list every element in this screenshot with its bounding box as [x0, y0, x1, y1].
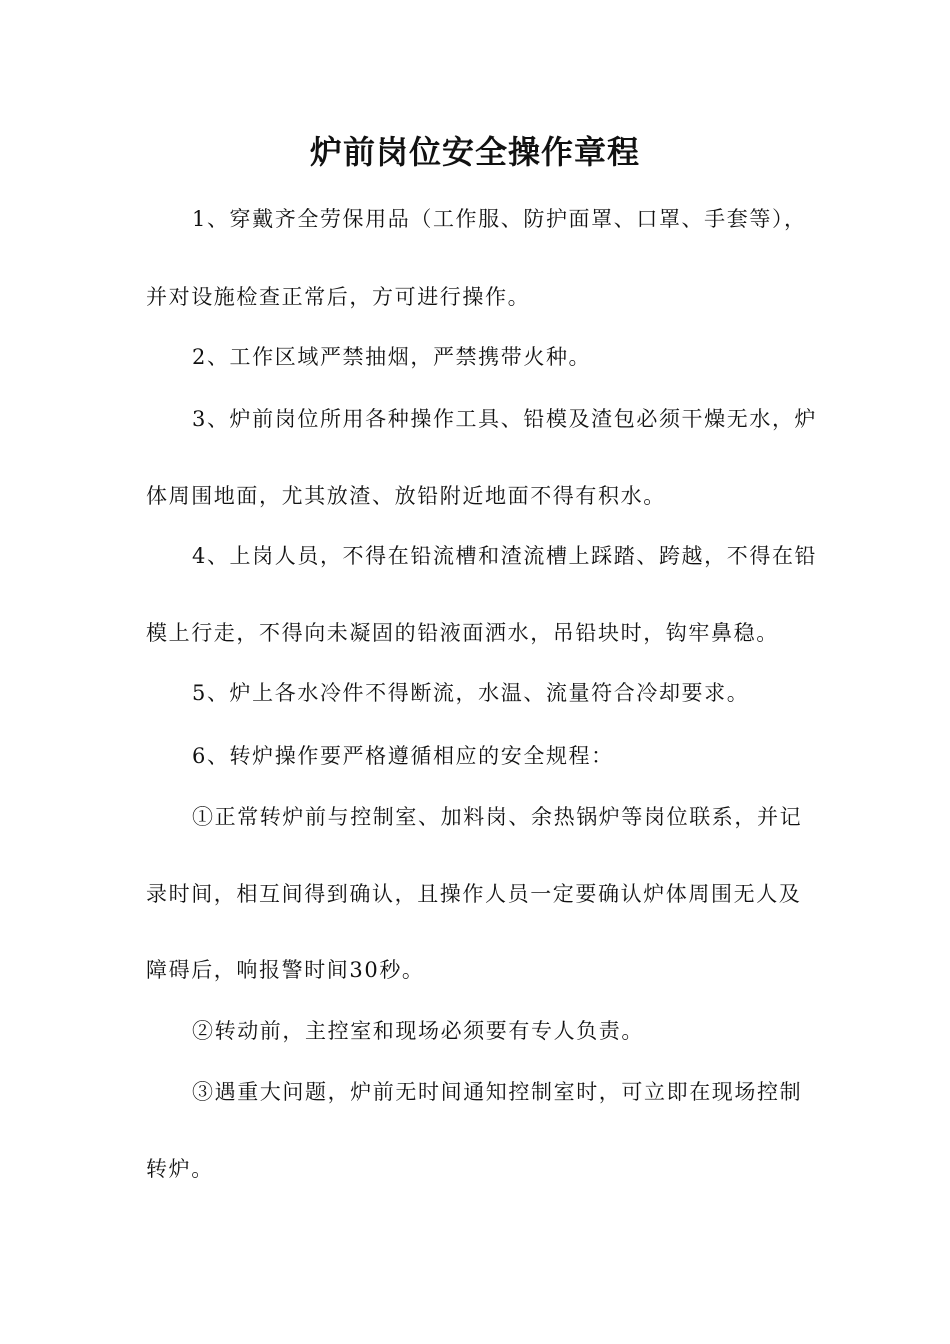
- document-title: 炉前岗位安全操作章程: [309, 133, 640, 171]
- rule-6-line-1: 6、转炉操作要严格遵循相应的安全规程：: [192, 744, 614, 768]
- subrule-2-line-1: ②转动前，主控室和现场必须要有专人负责。: [192, 1019, 644, 1043]
- rule-5-line-1: 5、炉上各水冷件不得断流，水温、流量符合冷却要求。: [192, 681, 750, 705]
- subrule-3-line-1: ③遇重大问题，炉前无时间通知控制室时，可立即在现场控制: [192, 1080, 803, 1104]
- subrule-1-line-3: 障碍后，响报警时间30秒。: [146, 958, 425, 982]
- rule-3-line-1: 3、炉前岗位所用各种操作工具、铅模及渣包必须干燥无水，炉: [192, 407, 818, 431]
- subrule-1-line-2: 录时间，相互间得到确认，且操作人员一定要确认炉体周围无人及: [146, 882, 802, 906]
- subrule-3-line-2: 转炉。: [146, 1157, 214, 1181]
- rule-3-line-2: 体周围地面，尤其放渣、放铅附近地面不得有积水。: [146, 484, 666, 508]
- rule-4-line-2: 模上行走，不得向未凝固的铅液面洒水，吊铅块时，钩牢鼻稳。: [146, 621, 779, 645]
- subrule-1-line-1: ①正常转炉前与控制室、加料岗、余热锅炉等岗位联系，并记: [192, 805, 803, 829]
- rule-1-line-1: 1、穿戴齐全劳保用品（工作服、防护面罩、口罩、手套等），: [192, 207, 807, 231]
- rule-4-line-1: 4、上岗人员，不得在铅流槽和渣流槽上踩踏、跨越，不得在铅: [192, 544, 818, 568]
- rule-1-line-2: 并对设施检查正常后，方可进行操作。: [146, 285, 531, 309]
- rule-2-line-1: 2、工作区域严禁抽烟，严禁携带火种。: [192, 345, 592, 369]
